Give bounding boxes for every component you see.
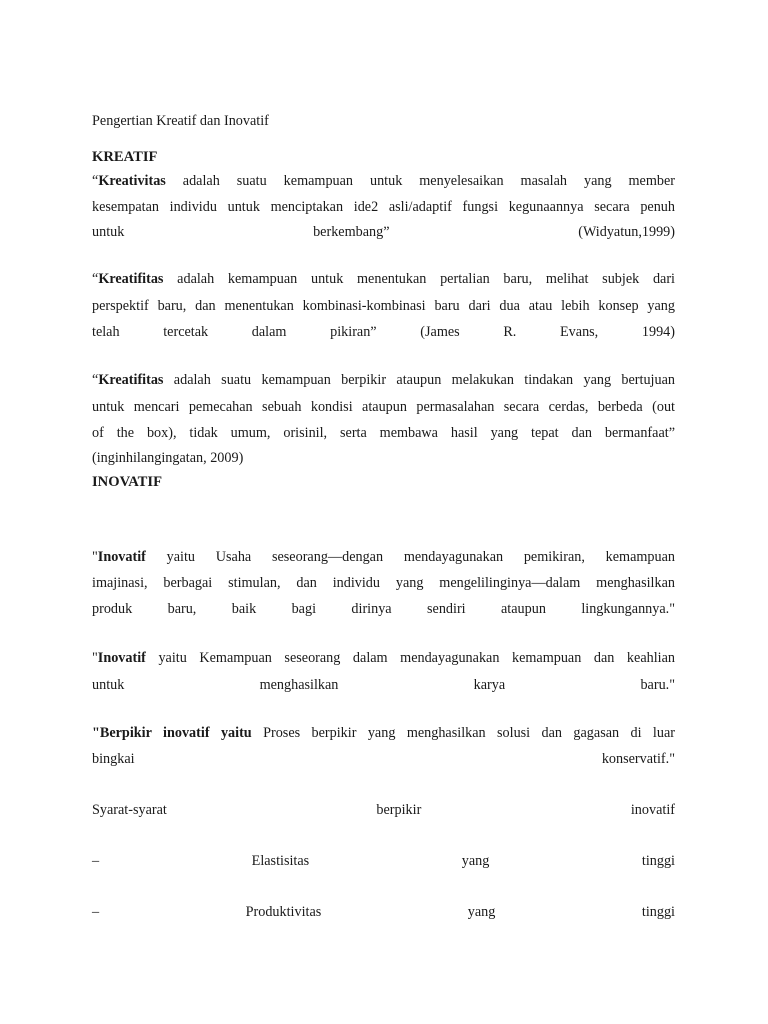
text-line <box>92 270 675 288</box>
bold-term: Kreatifitas <box>98 271 164 287</box>
bold-term: Inovatif <box>97 650 146 666</box>
text-segment: " <box>92 549 98 565</box>
text-segment: – Elastisitas yang tinggi <box>92 853 675 869</box>
text-line <box>92 223 675 241</box>
text-line <box>92 750 675 768</box>
text-segment: Pengertian Kreatif dan Inovatif <box>92 113 269 129</box>
text-line <box>92 371 675 389</box>
section-heading-inovatif <box>92 473 675 491</box>
text-line <box>92 323 675 341</box>
text-segment: – Produktivitas yang tinggi <box>92 904 675 920</box>
text-line <box>92 574 675 592</box>
text-segment: adalah suatu kemampuan berpikir ataupun melakukan tindakan yang bertujuan <box>163 372 675 388</box>
text-line <box>92 801 675 819</box>
text-segment: “ <box>92 173 99 189</box>
text-line <box>92 297 675 315</box>
text-line <box>92 548 675 566</box>
text-segment: imajinasi, berbagai stimulan, dan individu yang mengelilinginya—dalam menghasilkan <box>92 575 675 591</box>
text-segment: produk baru, baik bagi dirinya sendiri ataupun lingkungannya." <box>92 601 675 617</box>
text-segment: Proses berpikir yang menghasilkan solusi dan gagasan di luar <box>251 725 675 741</box>
text-segment: Syarat-syarat berpikir inovatif <box>92 802 675 818</box>
text-line <box>92 398 675 416</box>
text-segment: “ <box>92 372 99 388</box>
text-segment: adalah suatu kemampuan untuk menyelesaikan masalah yang member <box>165 173 675 189</box>
text-segment: yaitu Kemampuan seseorang dalam mendayagunakan kemampuan dan keahlian <box>145 650 675 666</box>
text-segment: of the box), tidak umum, orisinil, serta membawa hasil yang tepat dan bermanfaat” <box>92 425 675 441</box>
text-segment: yaitu Usaha seseorang—dengan mendayagunakan pemikiran, kemampuan <box>145 549 675 565</box>
text-segment: untuk berkembang” (Widyatun,1999) <box>92 224 675 240</box>
bold-term: "Berpikir inovatif yaitu <box>92 725 252 741</box>
text-segment: bingkai konservatif." <box>92 751 675 767</box>
text-segment: untuk menghasilkan karya baru." <box>92 677 675 693</box>
text-segment: perspektif baru, dan menentukan kombinasi-kombinasi baru dari dua atau lebih konsep yang <box>92 298 675 314</box>
bold-term: Kreatifitas <box>98 372 164 388</box>
text-line <box>92 449 675 467</box>
text-segment: (inginhilangingatan, 2009) <box>92 450 244 466</box>
text-line <box>92 649 675 667</box>
text-line <box>92 198 675 216</box>
text-line <box>92 724 675 742</box>
text-segment: KREATIF <box>92 149 158 165</box>
text-segment: INOVATIF <box>92 474 163 490</box>
bold-term: Kreativitas <box>98 173 166 189</box>
document-title <box>92 112 675 130</box>
text-segment: " <box>92 650 98 666</box>
text-segment: adalah kemampuan untuk menentukan pertalian baru, melihat subjek dari <box>163 271 675 287</box>
text-line <box>92 424 675 442</box>
text-segment: telah tercetak dalam pikiran” (James R. Evans, 1994) <box>92 324 675 340</box>
text-segment: “ <box>92 271 99 287</box>
text-line <box>92 852 675 870</box>
text-segment: kesempatan individu untuk menciptakan ide2 asli/adaptif fungsi kegunaannya secara penuh <box>92 199 675 215</box>
text-segment: untuk mencari pemecahan sebuah kondisi ataupun permasalahan secara cerdas, berbeda (out <box>92 399 675 415</box>
text-line <box>92 676 675 694</box>
bold-term: Inovatif <box>97 549 146 565</box>
text-line <box>92 172 675 190</box>
section-heading-kreatif <box>92 148 675 166</box>
text-line <box>92 600 675 618</box>
text-line <box>92 903 675 921</box>
